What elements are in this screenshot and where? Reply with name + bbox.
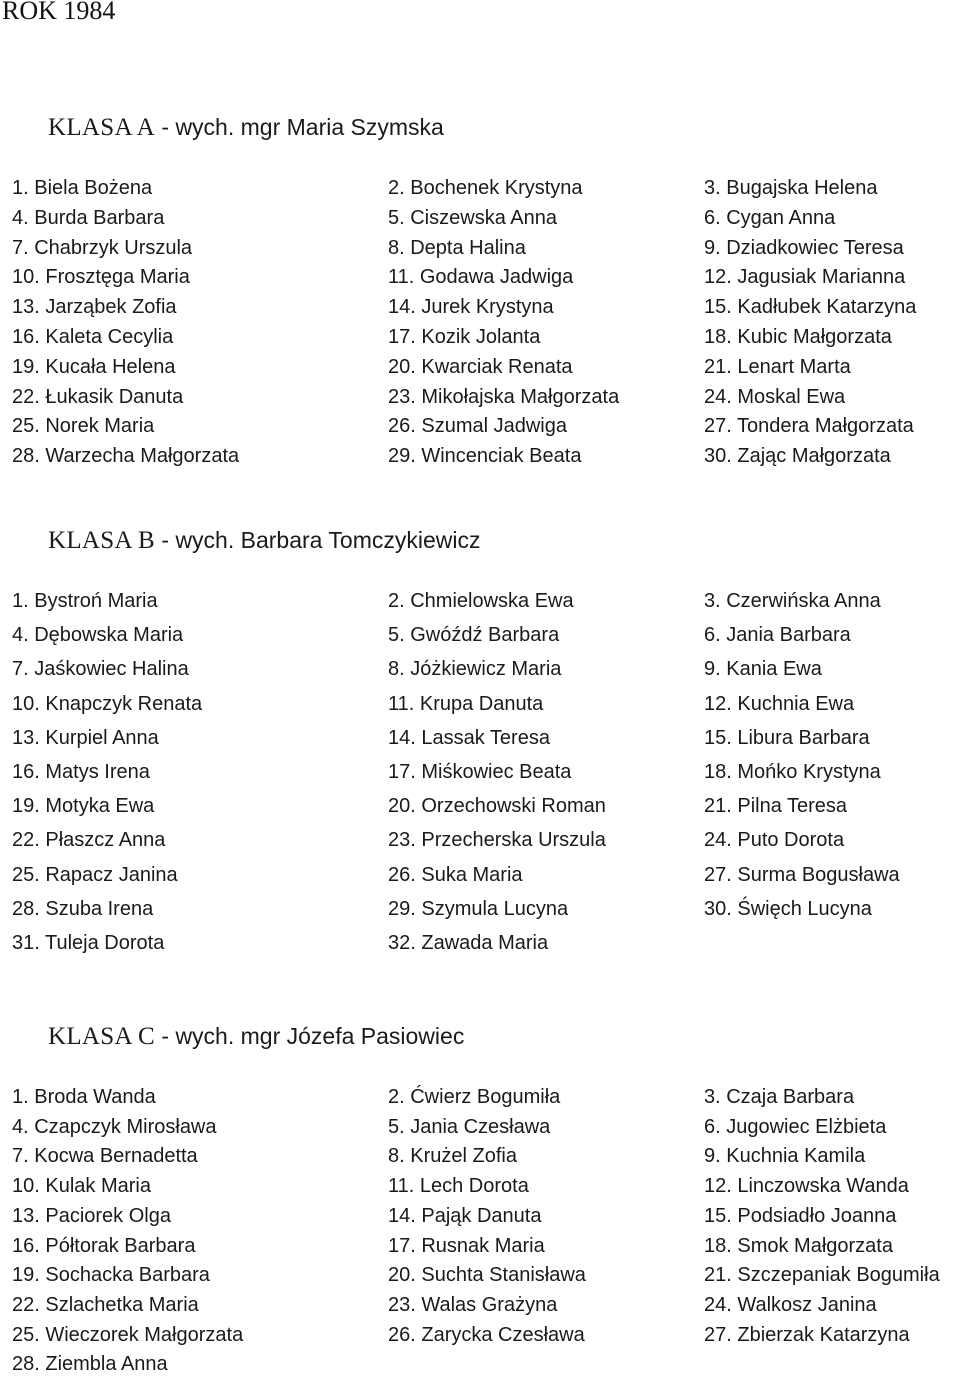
student-entry: 27. Tondera Małgorzata [704,415,914,438]
student-entry: 8. Depta Halina [388,236,526,259]
student-entry: 7. Chabrzyk Urszula [12,236,193,259]
student-entry: 11. Godawa Jadwiga [388,266,574,289]
student-entry: 3. Czerwińska Anna [704,590,881,612]
student-entry: 1. Biela Bożena [12,177,153,199]
student-entry: 21. Lenart Marta [704,355,851,378]
student-entry: 24. Moskal Ewa [704,385,846,408]
student-entry: 25. Wieczorek Małgorzata [12,1323,244,1346]
student-entry: 31. Tuleja Dorota [12,932,165,954]
student-entry: 18. Kubic Małgorzata [704,326,892,348]
student-entry: 6. Jugowiec Elżbieta [704,1115,887,1138]
student-entry: 26. Zarycka Czesława [388,1323,585,1346]
student-entry: 14. Jurek Krystyna [388,296,554,319]
student-entry: 17. Miśkowiec Beata [388,761,572,783]
student-entry: 28. Szuba Irena [12,897,154,920]
student-entry: 10. Frosztęga Maria [12,266,190,289]
student-entry: 23. Przecherska Urszula [388,829,606,852]
student-entry: 13. Jarząbek Zofia [12,296,177,319]
student-entry: 5. Ciszewska Anna [388,206,557,229]
student-entry: 16. Półtorak Barbara [12,1234,196,1257]
student-entry: 2. Chmielowska Ewa [388,590,574,612]
student-entry: 30. Święch Lucyna [704,897,872,920]
student-entry: 23. Walas Grażyna [388,1293,558,1316]
student-entry: 15. Podsiadło Joanna [704,1204,897,1227]
student-entry: 26. Suka Maria [388,863,523,886]
page-title: ROK 1984 [2,0,116,25]
student-entry: 13. Paciorek Olga [12,1204,171,1227]
student-entry: 12. Kuchnia Ewa [704,692,855,715]
separator: - [154,114,176,140]
student-entry: 17. Kozik Jolanta [388,326,541,348]
student-entry: 10. Kulak Maria [12,1175,151,1198]
separator: - [154,527,176,553]
student-entry: 4. Czapczyk Mirosława [12,1115,217,1138]
student-entry: 19. Sochacka Barbara [12,1264,210,1287]
class-name: KLASA B [48,527,155,554]
student-entry: 22. Łukasik Danuta [12,385,184,408]
student-entry: 20. Suchta Stanisława [388,1264,586,1287]
student-entry: 28. Ziembla Anna [12,1353,168,1376]
student-entry: 2. Ćwierz Bogumiła [388,1086,561,1108]
student-entry: 1. Broda Wanda [12,1086,156,1108]
student-entry: 3. Bugajska Helena [704,177,878,199]
student-entry: 25. Norek Maria [12,415,155,438]
student-entry: 5. Gwóźdź Barbara [388,624,560,647]
student-entry: 6. Cygan Anna [704,206,836,229]
student-entry: 1. Bystroń Maria [12,590,158,612]
student-entry: 17. Rusnak Maria [388,1234,545,1257]
class-a-header [48,114,444,142]
student-entry: 9. Kania Ewa [704,658,822,681]
student-entry: 8. Jóżkiewicz Maria [388,658,562,681]
student-entry: 6. Jania Barbara [704,624,851,647]
student-entry: 18. Smok Małgorzata [704,1234,893,1257]
student-entry: 12. Jagusiak Marianna [704,266,906,289]
student-entry: 22. Płaszcz Anna [12,829,166,852]
student-entry: 30. Zając Małgorzata [704,445,891,468]
student-entry: 20. Orzechowski Roman [388,795,606,818]
student-entry: 19. Kucała Helena [12,355,176,378]
class-tutor: wych. mgr Maria Szymska [175,114,444,140]
separator: - [154,1023,176,1049]
student-entry: 12. Linczowska Wanda [704,1175,909,1198]
student-entry: 15. Kadłubek Katarzyna [704,296,917,319]
class-c-header [48,1023,464,1051]
student-entry: 25. Rapacz Janina [12,863,178,886]
student-entry: 21. Szczepaniak Bogumiła [704,1264,940,1287]
student-entry: 29. Szymula Lucyna [388,897,569,920]
class-name: KLASA A [48,114,155,141]
student-entry: 9. Kuchnia Kamila [704,1145,866,1168]
class-name: KLASA C [48,1023,155,1050]
student-entry: 7. Kocwa Bernadetta [12,1145,198,1168]
student-entry: 7. Jaśkowiec Halina [12,658,189,681]
student-entry: 2. Bochenek Krystyna [388,177,583,199]
student-entry: 23. Mikołajska Małgorzata [388,385,620,408]
student-entry: 19. Motyka Ewa [12,795,155,818]
student-entry: 10. Knapczyk Renata [12,692,203,715]
class-tutor: wych. Barbara Tomczykiewicz [175,527,481,553]
student-entry: 14. Lassak Teresa [388,726,550,749]
student-entry: 22. Szlachetka Maria [12,1293,199,1316]
student-entry: 3. Czaja Barbara [704,1086,855,1108]
student-entry: 24. Walkosz Janina [704,1293,877,1316]
class-tutor: wych. mgr Józefa Pasiowiec [175,1023,465,1049]
student-entry: 32. Zawada Maria [388,932,549,954]
student-entry: 5. Jania Czesława [388,1115,551,1138]
student-entry: 4. Dębowska Maria [12,624,184,647]
student-entry: 14. Pająk Danuta [388,1204,542,1227]
student-entry: 4. Burda Barbara [12,206,165,229]
student-entry: 13. Kurpiel Anna [12,726,159,749]
student-entry: 16. Kaleta Cecylia [12,326,174,348]
student-entry: 11. Krupa Danuta [388,692,544,715]
student-entry: 11. Lech Dorota [388,1175,529,1198]
student-entry: 24. Puto Dorota [704,829,845,852]
student-entry: 9. Dziadkowiec Teresa [704,236,904,259]
class-b-header [48,527,481,555]
student-entry: 27. Zbierzak Katarzyna [704,1323,910,1346]
student-entry: 16. Matys Irena [12,761,150,783]
student-entry: 29. Wincenciak Beata [388,445,582,468]
student-entry: 26. Szumal Jadwiga [388,415,567,438]
student-entry: 21. Pilna Teresa [704,795,848,818]
student-entry: 18. Mońko Krystyna [704,761,881,783]
student-entry: 8. Krużel Zofia [388,1145,517,1168]
student-entry: 27. Surma Bogusława [704,863,900,886]
student-entry: 20. Kwarciak Renata [388,355,573,378]
student-entry: 28. Warzecha Małgorzata [12,445,240,468]
student-entry: 15. Libura Barbara [704,726,870,749]
